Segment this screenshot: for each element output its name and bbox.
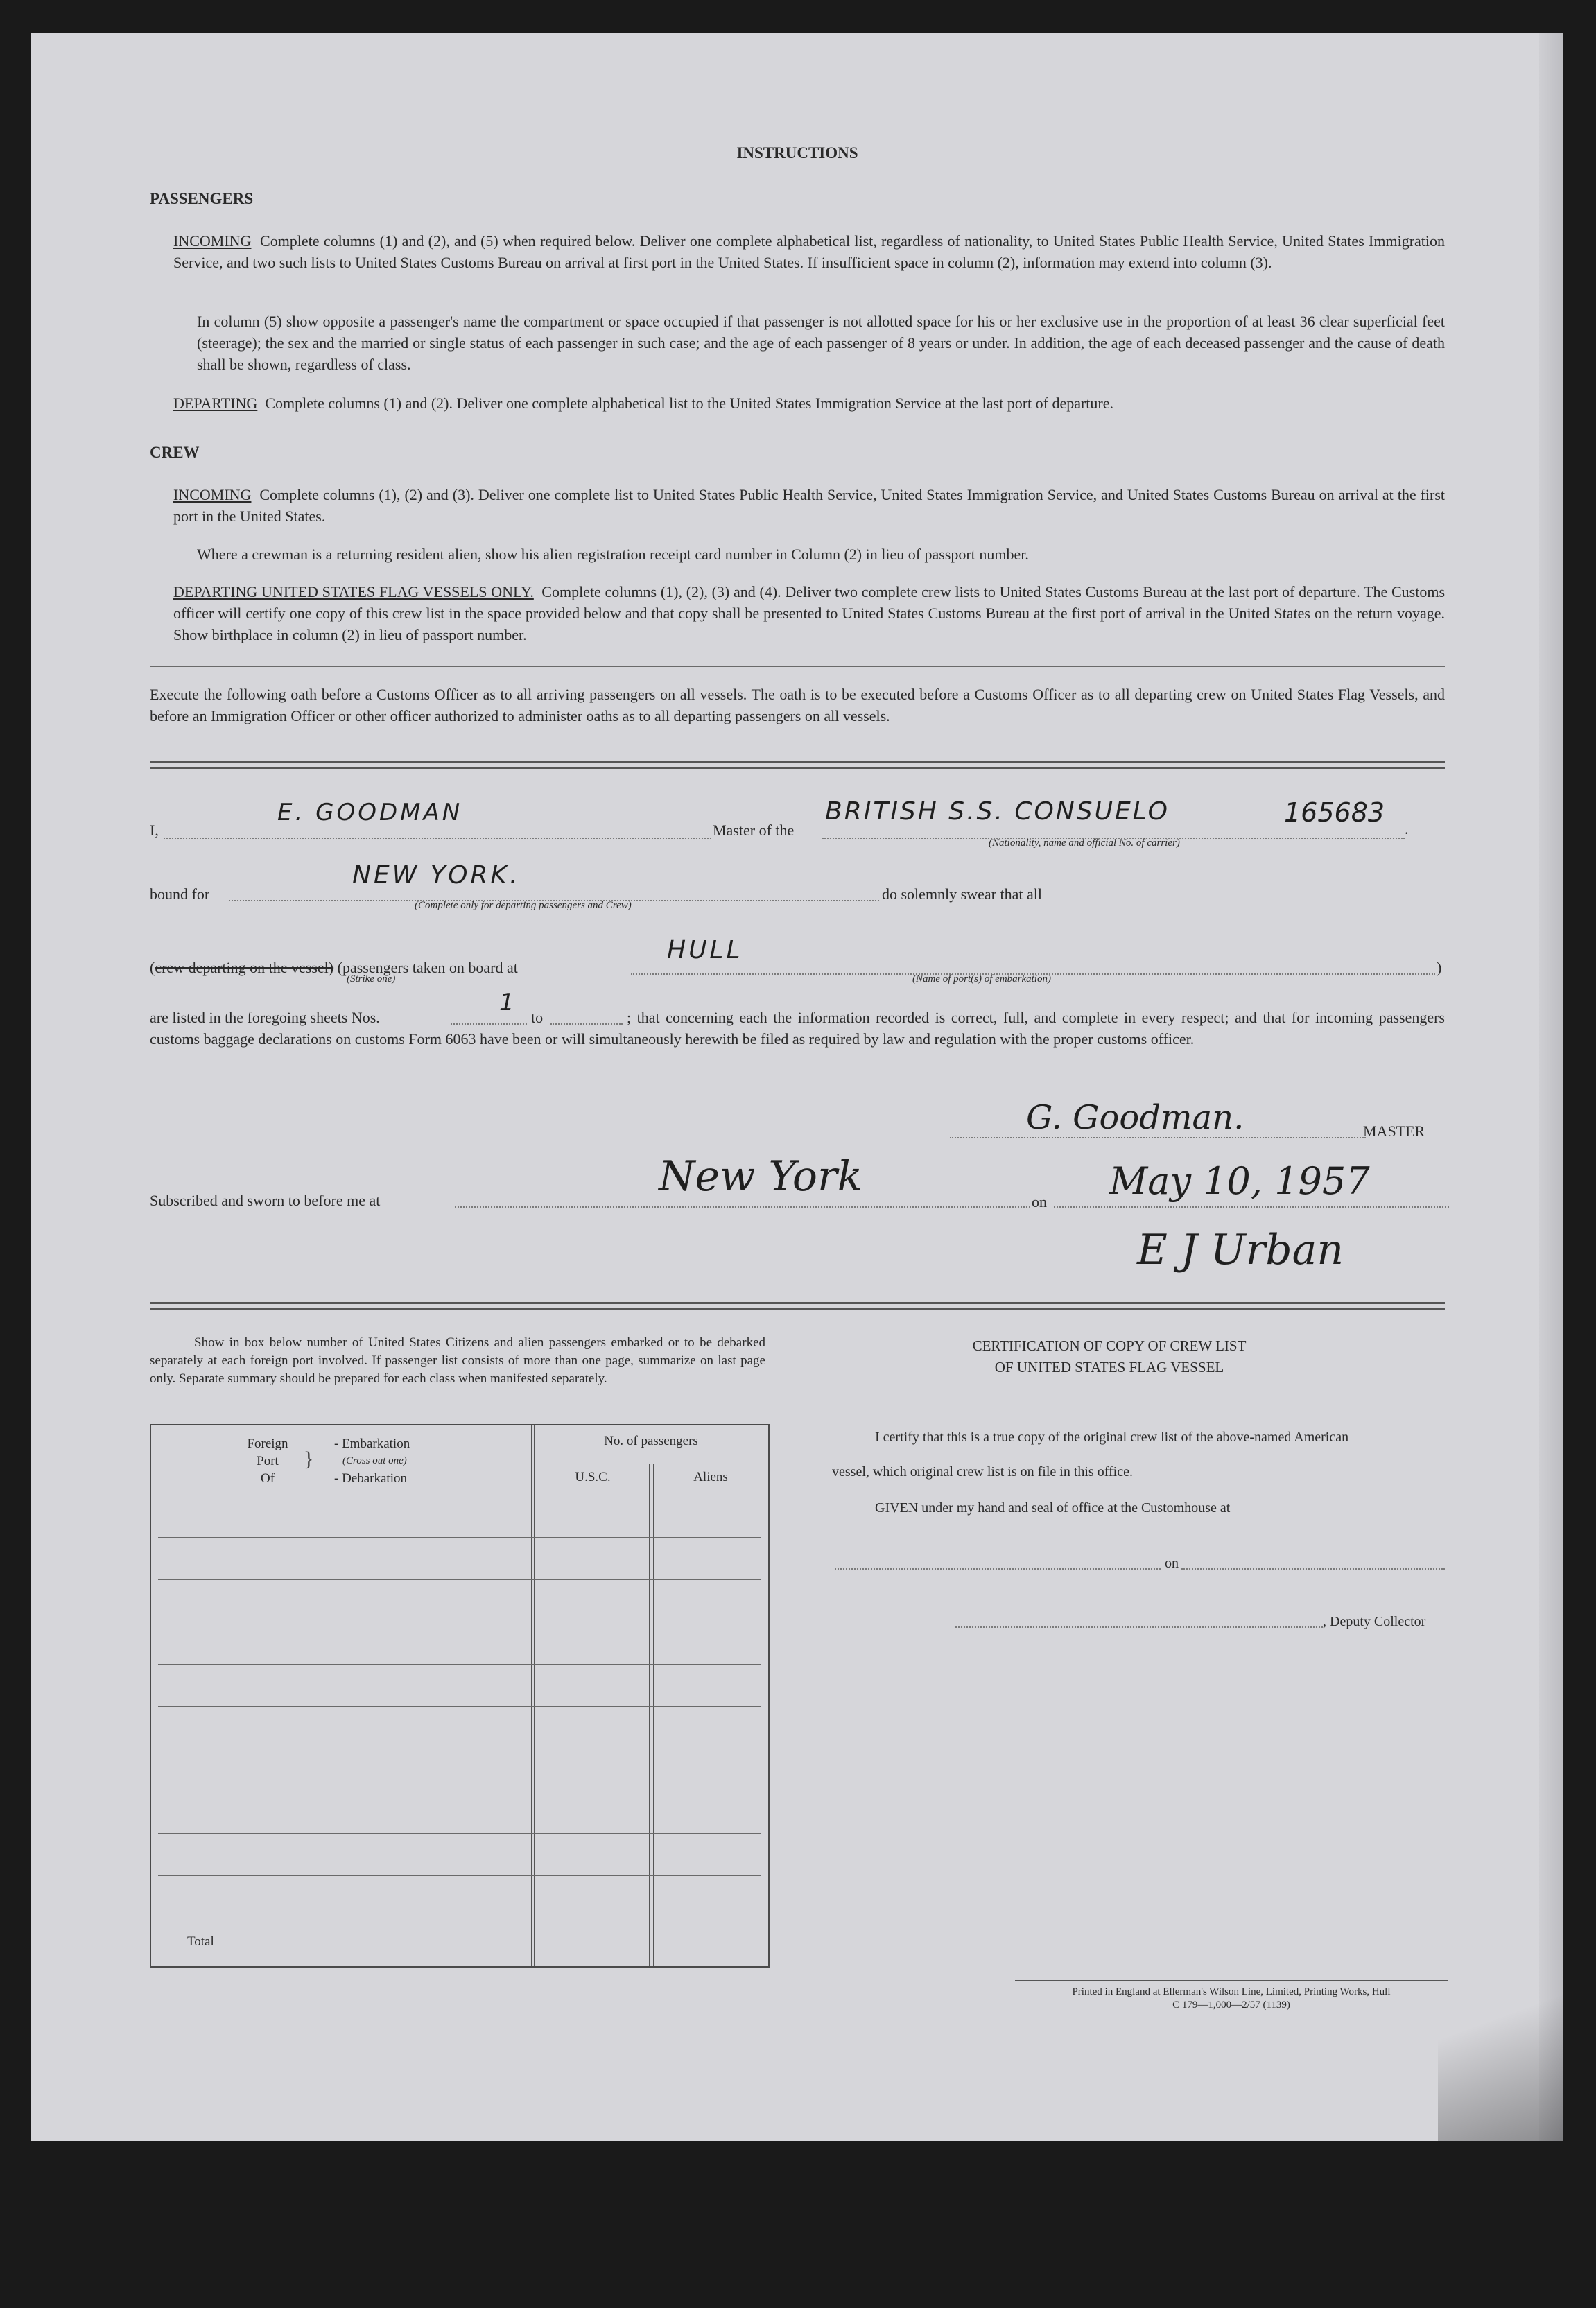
sworn-place: New York <box>659 1152 862 1201</box>
header-port: Port <box>257 1454 279 1468</box>
printer-line1: Printed in England at Ellerman's Wilson Line, Limited, Printing Works, Hull <box>1072 1986 1391 1997</box>
divider-top <box>150 666 1445 667</box>
col-sep-2 <box>649 1464 650 1966</box>
col-sep-1b <box>534 1425 535 1966</box>
table-row <box>158 1664 761 1665</box>
to-label: to <box>531 1009 544 1026</box>
certification-title <box>867 1335 1352 1378</box>
header-emb-block <box>334 1435 410 1487</box>
header-foreign-block <box>240 1435 295 1487</box>
certification-title-line2: OF UNITED STATES FLAG VESSEL <box>994 1359 1224 1376</box>
strike-option-line <box>150 957 518 978</box>
passengers-incoming-paragraph <box>173 230 1445 273</box>
table-row <box>158 1875 761 1876</box>
officer-signature: E J Urban <box>1137 1226 1344 1274</box>
customhouse-line <box>835 1568 1161 1570</box>
col-sep-1 <box>531 1425 532 1966</box>
sworn-place-line <box>455 1206 1030 1208</box>
port-of-embarkation: HULL <box>667 936 743 964</box>
strike-option: crew departing on the vessel) <box>155 959 334 976</box>
passengers-incoming-text: Complete columns (1) and (2), and (5) when required below. Deliver one complete alphabetical list, regardless of nationality, to United States Public Health Service, United States Immigration Service, and two such lists to United States Customs Bureau on arrival at first port in the United States. If insufficient space in column (2), information may extend into column (3). <box>173 232 1446 271</box>
crew-departing-text: Complete columns (1), (2), (3) and (4). Deliver two complete crew lists to United States Customs Bureau at the last port of departure. The Customs officer will certify one copy of this crew list in the space provided below and that copy shall be presented to United States Customs Bureau at the first port of arrival in the United States on the return voyage. Show birthplace in column (2) in lieu of passport number. <box>173 583 1446 643</box>
passengers-departing-text: Complete columns (1) and (2). Deliver one complete alphabetical list to the United States Immigration Service at the last port of departure. <box>265 394 1114 412</box>
page-shadow <box>1438 1941 1563 2141</box>
listed-text: ; that concerning each the information recorded is correct, full, and complete in every respect; and that for incoming passengers customs baggage declarations on customs Form 6063 have been or will simultaneously herewith be filed as required by law and regulation with the proper customs officer. <box>150 1009 1445 1048</box>
crew-departing-paragraph <box>173 581 1445 645</box>
official-number: 165683 <box>1284 797 1385 828</box>
col-sep-2b <box>653 1464 654 1966</box>
header-usc: U.S.C. <box>575 1470 611 1484</box>
sworn-date-line <box>1054 1206 1449 1208</box>
instructions-title: INSTRUCTIONS <box>736 144 858 162</box>
oath-i-label: I, <box>150 822 159 839</box>
header-no-passengers: No. of passengers <box>604 1434 698 1448</box>
carrier-period: . <box>1405 820 1409 838</box>
strike-caption: (Strike one) <box>347 973 396 984</box>
table-row <box>158 1537 761 1538</box>
header-embarkation: - Embarkation <box>334 1437 410 1451</box>
crew-heading: CREW <box>150 444 200 461</box>
crew-departing-label: DEPARTING UNITED STATES FLAG VESSELS ONLY. <box>173 583 534 600</box>
certification-on-label: on <box>1165 1556 1179 1571</box>
crew-incoming-paragraph <box>173 484 1445 527</box>
certification-text1: I certify that this is a true copy of the original crew list of the above-named American <box>875 1430 1349 1445</box>
header-foreign: Foreign <box>247 1437 288 1451</box>
header-debarkation: - Debarkation <box>334 1471 407 1486</box>
paren-close: ) <box>1437 959 1442 976</box>
passengers-incoming-label: INCOMING <box>173 232 252 250</box>
deputy-label: , Deputy Collector <box>1323 1614 1426 1629</box>
divider-double-1 <box>150 761 1445 769</box>
master-name-line <box>164 838 711 839</box>
master-of-label: Master of the <box>713 822 795 839</box>
port-caption: (Name of port(s) of embarkation) <box>912 973 1051 984</box>
sworn-on-label: on <box>1032 1193 1047 1211</box>
certification-date-line <box>1181 1568 1445 1570</box>
brace-icon: } <box>304 1448 314 1470</box>
passengers-heading: PASSENGERS <box>150 190 254 207</box>
table-row <box>158 1706 761 1707</box>
table-row <box>158 1579 761 1580</box>
destination: NEW YORK. <box>352 861 521 890</box>
passengers-departing-paragraph <box>173 392 1445 414</box>
swear-text: do solemnly swear that all <box>882 885 1042 903</box>
certification-text3: GIVEN under my hand and seal of office at the Customhouse at <box>875 1500 1231 1516</box>
crew-alien-paragraph: Where a crewman is a returning resident alien, show his alien registration receipt card number in Column (2) in lieu of passport number. <box>197 546 1029 563</box>
destination-caption: (Complete only for departing passengers and Crew) <box>415 900 632 911</box>
master-name: E. GOODMAN <box>277 799 463 826</box>
header-aliens: Aliens <box>693 1470 728 1484</box>
subscribed-label: Subscribed and sworn to before me at <box>150 1192 381 1209</box>
sheet-from: 1 <box>499 989 514 1016</box>
crew-incoming-text: Complete columns (1), (2) and (3). Deliver one complete list to United States Public Health Service, United States Immigration Service, and United States Customs Bureau on arrival at the first port in the United States. <box>173 486 1446 525</box>
divider-double-2 <box>150 1302 1445 1310</box>
crew-incoming-label: INCOMING <box>173 486 252 503</box>
printer-line2: C 179—1,000—2/57 (1139) <box>1172 1999 1290 2011</box>
paren-open: ( <box>150 959 155 976</box>
listed-label: are listed in the foregoing sheets Nos. <box>150 1009 380 1026</box>
master-label: MASTER <box>1363 1122 1425 1140</box>
printer-imprint <box>1015 1986 1448 2012</box>
footer-rule <box>1015 1980 1448 1981</box>
sworn-date: May 10, 1957 <box>1109 1159 1370 1203</box>
master-signature: G. Goodman. <box>1026 1098 1244 1137</box>
passengers-option: (passengers taken on board at <box>337 959 518 976</box>
header-of: Of <box>260 1471 275 1486</box>
summary-note: Show in box below number of United States Citizens and alien passengers embarked or to be debarked separately at each foreign port involved. If passenger list consists of more than one page, summarize on last page only. Separate summary should be prepared for each class when manifested separately. <box>150 1335 765 1386</box>
table-row <box>158 1833 761 1834</box>
master-signature-line <box>950 1137 1366 1138</box>
page-edge <box>1539 33 1563 2141</box>
oath-intro: Execute the following oath before a Customs Officer as to all arriving passengers on all vessels. The oath is to be executed before a Customs Officer as to all departing crew on United States Flag Vessels, and before an Immigration Officer or other officer authorized to administer oaths as to all departing passengers on all vessels. <box>150 686 1445 724</box>
certification-title-line1: CERTIFICATION OF COPY OF CREW LIST <box>972 1337 1247 1354</box>
certification-text2: vessel, which original crew list is on file in this office. <box>832 1464 1133 1480</box>
total-label: Total <box>187 1934 214 1949</box>
header-cross-out: (Cross out one) <box>342 1455 407 1466</box>
carrier-name: BRITISH S.S. CONSUELO <box>825 797 1170 826</box>
carrier-caption: (Nationality, name and official No. of carrier) <box>989 838 1180 849</box>
summary-table <box>150 1424 770 1968</box>
passengers-departing-label: DEPARTING <box>173 394 258 412</box>
deputy-line <box>955 1626 1323 1628</box>
bound-for-label: bound for <box>150 885 210 903</box>
passengers-column5-paragraph: In column (5) show opposite a passenger's name the compartment or space occupied if that passenger is not allotted space for his or her exclusive use in the proportion of at least 36 clear superficial feet (steerage); the sex and the married or single status of each passenger in such case; and the age of each passenger of 8 years or under. In addition, the age of each deceased passenger and the cause of death shall be shown, regardless of class. <box>197 313 1445 373</box>
